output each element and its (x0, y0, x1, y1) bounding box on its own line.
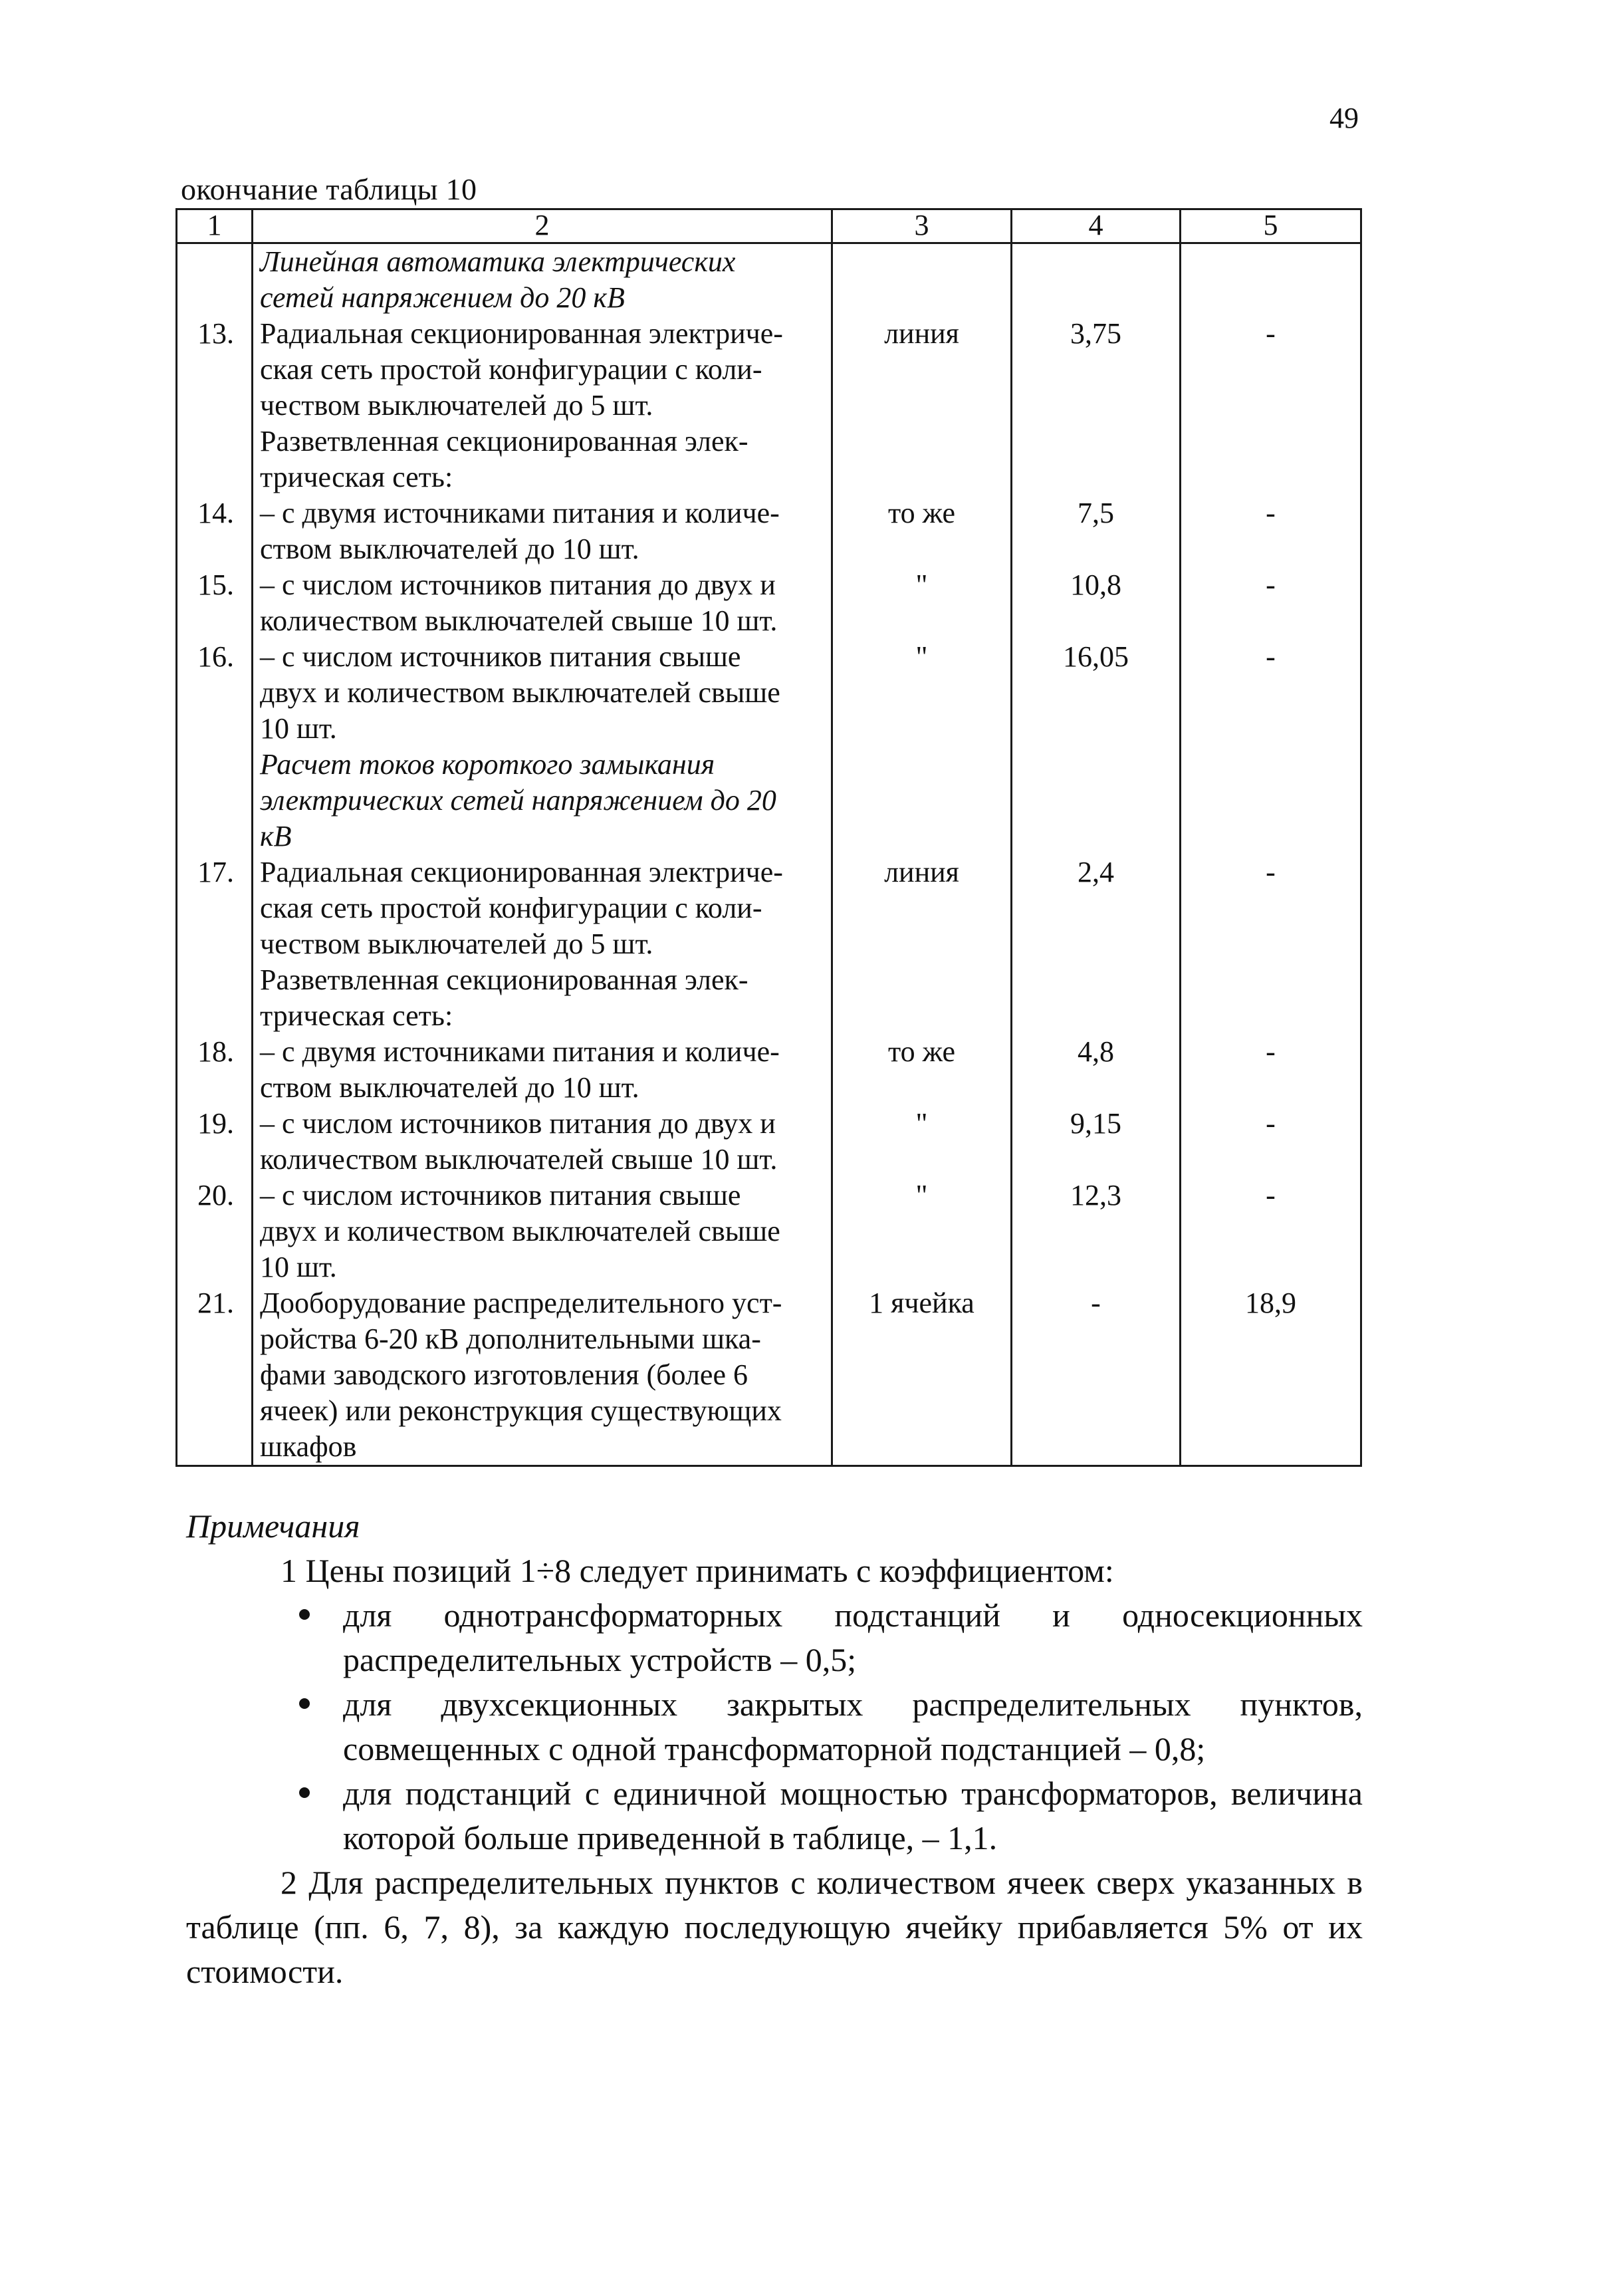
description-line: – с числом источников питания свыше (260, 1179, 741, 1212)
table-header-row (177, 209, 1361, 243)
row-unit: " (832, 1106, 1012, 1178)
description-line: количеством выключателей свыше 10 шт. (260, 1143, 778, 1176)
description-line: Расчет токов короткого замыкания (260, 748, 715, 781)
row-unit: " (832, 1178, 1012, 1285)
row-number (177, 962, 253, 1034)
row-unit: линия (832, 316, 1012, 424)
bullet-text: для однотрансформаторных подстанций и односекционных распределительных устройств – 0,5; (343, 1596, 1363, 1678)
row-price (1181, 424, 1361, 495)
row-price: - (1181, 1178, 1361, 1285)
description-line: Разветвленная секционированная элек- (260, 425, 748, 457)
table-row (177, 854, 1361, 962)
row-description (253, 424, 832, 495)
header-col-5: 5 (1181, 209, 1361, 243)
row-unit (832, 424, 1012, 495)
row-description (253, 567, 832, 639)
table-row (177, 243, 1361, 317)
description-line: Разветвленная секционированная элек- (260, 963, 748, 996)
description-line: ская сеть простой конфигурации с коли- (260, 353, 762, 386)
page-number: 49 (1329, 102, 1359, 134)
description-line: ская сеть простой конфигурации с коли- (260, 892, 762, 924)
table-row (177, 747, 1361, 854)
notes-title: Примечания (186, 1507, 360, 1545)
row-price: - (1181, 316, 1361, 424)
row-price: - (1181, 639, 1361, 747)
row-unit: 1 ячейка (832, 1285, 1012, 1466)
description-line: ством выключателей до 10 шт. (260, 1071, 639, 1104)
row-value: 3,75 (1012, 316, 1181, 424)
row-description (253, 316, 832, 424)
row-number: 13. (177, 316, 253, 424)
row-price (1181, 243, 1361, 317)
description-line: Дооборудование распределительного уст- (260, 1287, 782, 1319)
description-line: ством выключателей до 10 шт. (260, 533, 639, 565)
description-line: ройства 6-20 кВ дополнительными шка- (260, 1323, 761, 1355)
row-number (177, 243, 253, 317)
description-line: Радиальная секционированная электриче- (260, 317, 783, 350)
description-line: 10 шт. (260, 712, 337, 745)
description-line: Линейная автоматика электрических (260, 245, 736, 278)
bullet-text: для двухсекционных закрытых распределительных пунктов, совмещенных с одной трансформаторной подстанцией – 0,8; (343, 1686, 1363, 1767)
row-description (253, 1106, 832, 1178)
description-line: – с числом источников питания до двух и (260, 1107, 776, 1140)
row-number (177, 424, 253, 495)
row-unit: то же (832, 495, 1012, 567)
description-line: – с числом источников питания до двух и (260, 569, 776, 601)
row-description (253, 495, 832, 567)
row-unit (832, 243, 1012, 317)
bullet-icon (299, 1787, 310, 1798)
row-value: 2,4 (1012, 854, 1181, 962)
description-line: количеством выключателей свыше 10 шт. (260, 604, 778, 637)
row-value: 10,8 (1012, 567, 1181, 639)
description-line: – с двумя источниками питания и количе- (260, 1035, 780, 1068)
description-line: чеством выключателей до 5 шт. (260, 389, 653, 422)
row-value (1012, 962, 1181, 1034)
description-line: чеством выключателей до 5 шт. (260, 928, 653, 960)
row-price: - (1181, 1034, 1361, 1106)
description-line: шкафов (260, 1430, 357, 1463)
row-unit: линия (832, 854, 1012, 962)
row-value: 9,15 (1012, 1106, 1181, 1178)
row-number: 17. (177, 854, 253, 962)
row-unit (832, 747, 1012, 854)
table-row (177, 1285, 1361, 1466)
section-heading (253, 243, 832, 317)
section-heading (253, 747, 832, 854)
description-line: двух и количеством выключателей свыше (260, 1215, 780, 1247)
row-description (253, 639, 832, 747)
note-1-intro: 1 Цены позиций 1÷8 следует принимать с коэффициентом: (281, 1552, 1114, 1589)
note-1-bullets (186, 1593, 1363, 1860)
row-unit (832, 962, 1012, 1034)
row-number: 15. (177, 567, 253, 639)
notes-section (186, 1504, 1363, 1994)
row-unit: то же (832, 1034, 1012, 1106)
row-value (1012, 243, 1181, 317)
row-number: 18. (177, 1034, 253, 1106)
row-value (1012, 424, 1181, 495)
row-value: - (1012, 1285, 1181, 1466)
description-line: – с числом источников питания свыше (260, 640, 741, 673)
table-row (177, 1106, 1361, 1178)
bullet-icon (299, 1698, 310, 1709)
table-row (177, 1178, 1361, 1285)
bullet-text: для подстанций с единичной мощностью трансформаторов, величина которой больше приведенной в таблице, – 1,1. (343, 1775, 1363, 1856)
description-line: кВ (260, 820, 292, 852)
row-number: 19. (177, 1106, 253, 1178)
row-price (1181, 747, 1361, 854)
row-value: 7,5 (1012, 495, 1181, 567)
row-number: 16. (177, 639, 253, 747)
bullet-item (186, 1682, 1363, 1771)
table-row (177, 639, 1361, 747)
row-number: 20. (177, 1178, 253, 1285)
row-price: - (1181, 567, 1361, 639)
row-price: - (1181, 1106, 1361, 1178)
row-price: 18,9 (1181, 1285, 1361, 1466)
description-line: электрических сетей напряжением до 20 (260, 784, 776, 817)
row-value: 16,05 (1012, 639, 1181, 747)
table-row (177, 495, 1361, 567)
header-col-2: 2 (253, 209, 832, 243)
row-value: 4,8 (1012, 1034, 1181, 1106)
price-table (175, 208, 1362, 1467)
row-value: 12,3 (1012, 1178, 1181, 1285)
table-row (177, 316, 1361, 424)
row-number (177, 747, 253, 854)
header-col-4: 4 (1012, 209, 1181, 243)
bullet-item (186, 1771, 1363, 1860)
row-value (1012, 747, 1181, 854)
table-row (177, 962, 1361, 1034)
row-price: - (1181, 495, 1361, 567)
note-2: 2 Для распределительных пунктов с количеством ячеек сверх указанных в таблице (пп. 6, 7, 8), за каждую последующую ячейку прибавляется 5% от их стоимости. (186, 1864, 1363, 1990)
description-line: двух и количеством выключателей свыше (260, 676, 780, 709)
row-price (1181, 962, 1361, 1034)
row-unit: " (832, 567, 1012, 639)
description-line: 10 шт. (260, 1251, 337, 1283)
row-description (253, 1285, 832, 1466)
description-line: трическая сеть: (260, 461, 453, 493)
description-line: – с двумя источниками питания и количе- (260, 497, 780, 529)
row-number: 21. (177, 1285, 253, 1466)
table-caption: окончание таблицы 10 (181, 172, 477, 206)
description-line: сетей напряжением до 20 кВ (260, 281, 625, 314)
row-description (253, 854, 832, 962)
bullet-item (186, 1593, 1363, 1682)
header-col-3: 3 (832, 209, 1012, 243)
row-description (253, 1034, 832, 1106)
row-unit: " (832, 639, 1012, 747)
row-description (253, 962, 832, 1034)
bullet-icon (299, 1609, 310, 1620)
description-line: ячеек) или реконструкция существующих (260, 1394, 782, 1427)
row-description (253, 1178, 832, 1285)
header-col-1: 1 (177, 209, 253, 243)
row-number: 14. (177, 495, 253, 567)
table-body (177, 243, 1361, 1466)
row-price: - (1181, 854, 1361, 962)
table-row (177, 424, 1361, 495)
table-row (177, 1034, 1361, 1106)
description-line: Радиальная секционированная электриче- (260, 856, 783, 888)
description-line: трическая сеть: (260, 999, 453, 1032)
table-row (177, 567, 1361, 639)
description-line: фами заводского изготовления (более 6 (260, 1358, 748, 1391)
